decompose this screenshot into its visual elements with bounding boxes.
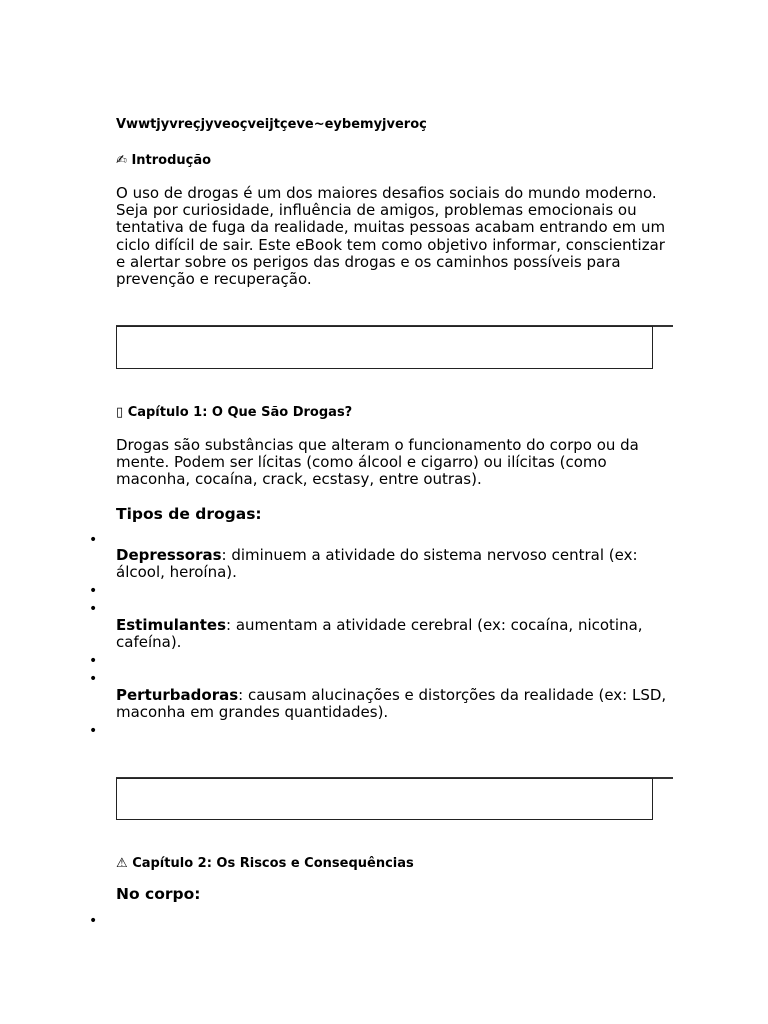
types-heading: Tipos de drogas: xyxy=(116,505,262,523)
bullet: • xyxy=(89,532,98,548)
list-item-desc: : aumentam a atividade cerebral (ex: cocaína, nicotina, cafeína). xyxy=(116,616,643,652)
chapter1-heading xyxy=(116,405,352,420)
chapter2-heading-text: Capítulo 2: Os Riscos e Consequências xyxy=(132,856,414,871)
bullet: • xyxy=(89,723,98,739)
chapter1-heading-text: Capítulo 1: O Que São Drogas? xyxy=(127,405,353,420)
missing-glyph-icon: ▯ xyxy=(116,405,124,420)
intro-heading-text: Introdução xyxy=(131,153,212,168)
chapter2-heading xyxy=(116,856,414,871)
empty-box xyxy=(116,326,653,369)
bullet: • xyxy=(89,601,98,617)
chapter1-paragraph: Drogas são substâncias que alteram o funcionamento do corpo ou da mente. Podem ser lícitas (como álcool e cigarro) ou ilícitas (como maconha, cocaína, crack, ecstasy, entre outras). xyxy=(116,436,639,489)
list-item-desc: : causam alucinações e distorções da realidade (ex: LSD, maconha em grandes quantidades). xyxy=(116,686,667,722)
list-item-desc: : diminuem a atividade do sistema nervoso central (ex: álcool, heroína). xyxy=(116,546,638,582)
writing-hand-icon: ✍ xyxy=(116,153,127,168)
list-item-term: Depressoras xyxy=(116,546,222,564)
list-item xyxy=(116,547,676,581)
bullet: • xyxy=(89,583,98,599)
no-corpo-heading: No corpo: xyxy=(116,885,201,903)
intro-paragraph: O uso de drogas é um dos maiores desafios sociais do mundo moderno. Seja por curiosidade, influência de amigos, problemas emocionais ou tentativa de fuga da realidade, muitas pessoas acabam entrando em um ciclo difícil de sair. Este eBook tem como objetivo informar, conscientizar e alertar sobre os perigos das drogas e os caminhos possíveis para prevenção e recuperação. xyxy=(116,184,666,289)
list-item-term: Perturbadoras xyxy=(116,686,239,704)
document-header: Vwwtjyvreçjyveoçveijtçeve~eybemyjveroç xyxy=(116,117,427,132)
intro-heading xyxy=(116,153,211,168)
warning-icon: ⚠ xyxy=(116,856,128,871)
list-item xyxy=(116,687,676,721)
bullet: • xyxy=(89,671,98,687)
bullet: • xyxy=(89,653,98,669)
list-item xyxy=(116,617,676,651)
bullet: • xyxy=(89,913,98,929)
empty-box xyxy=(116,778,653,820)
list-item-term: Estimulantes xyxy=(116,616,227,634)
